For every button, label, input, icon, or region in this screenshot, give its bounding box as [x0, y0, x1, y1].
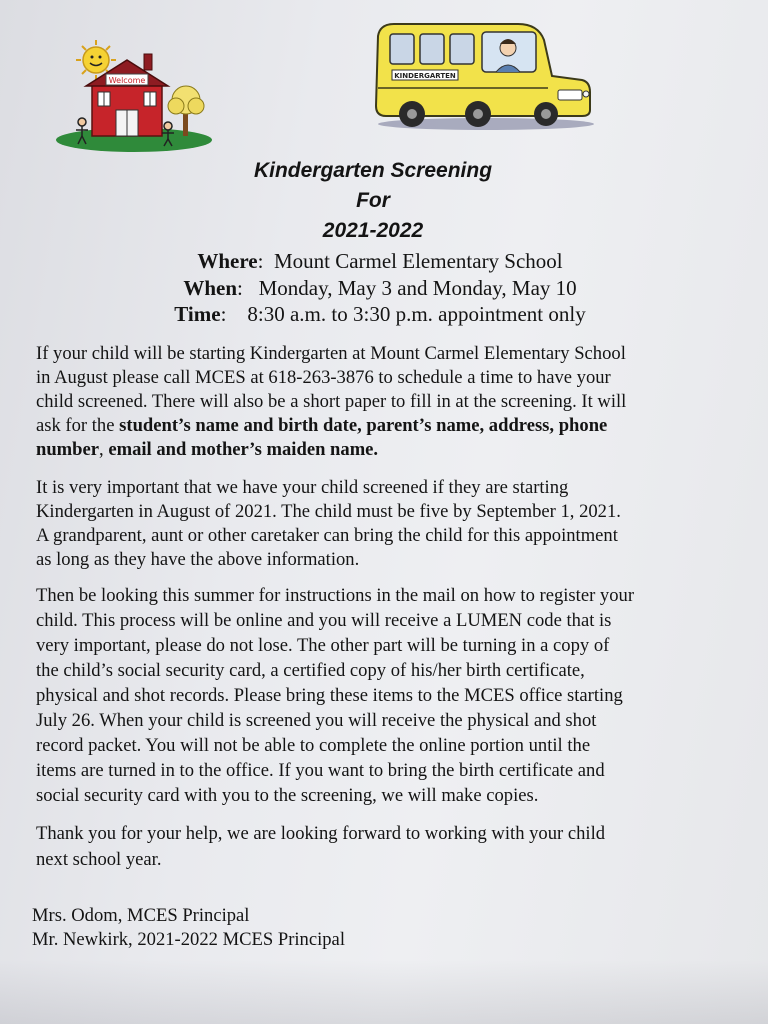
- paragraph-3-line: record packet. You will not be able to complete the online portion until the: [36, 735, 591, 756]
- paragraph-2-line: It is very important that we have your child screened if they are starting: [36, 477, 569, 498]
- paragraph-3-line: physical and shot records. Please bring these items to the MCES office starting: [36, 685, 623, 706]
- paragraph-1-line: [36, 414, 607, 438]
- where-value: Mount Carmel Elementary School: [273, 249, 563, 273]
- welcome-sign: Welcome: [108, 76, 146, 85]
- paragraph-1-line: If your child will be starting Kindergarten at Mount Carmel Elementary School: [36, 343, 626, 364]
- where-label: Where: [197, 249, 258, 273]
- paragraph-3-line: July 26. When your child is screened you will receive the physical and shot: [36, 710, 597, 731]
- title-line-1: Kindergarten Screening: [253, 159, 493, 182]
- time-row: Time: 8:30 a.m. to 3:30 p.m. appointment only: [174, 302, 586, 326]
- title-line-2: For: [356, 189, 390, 212]
- paragraph-3-line: very important, please do not lose. The other part will be turning in a copy of: [36, 635, 610, 656]
- paragraph-3-line: Then be looking this summer for instructions in the mail on how to register your: [36, 585, 635, 606]
- kindergarten-bus-sign: KINDERGARTEN: [394, 72, 456, 80]
- signature-line-1: Mrs. Odom, MCES Principal: [32, 905, 250, 926]
- paragraph-3-line: the child’s social security card, a certified copy of his/her birth certificate,: [36, 660, 585, 681]
- paragraph-3-line: items are turned in to the office. If you want to bring the birth certificate and: [36, 760, 605, 781]
- paragraph-1-line: [36, 438, 378, 462]
- paper-shadow: [0, 960, 768, 1024]
- when-row: When: Monday, May 3 and Monday, May 10: [183, 276, 577, 300]
- paragraph-1-bold-text: student’s name and birth date, parent’s name, address, phone: [119, 415, 608, 436]
- when-label: When: [183, 276, 237, 300]
- paragraph-3-line: child. This process will be online and you will receive a LUMEN code that is: [36, 610, 612, 631]
- paragraph-1-line: child screened. There will also be a short paper to fill in at the screening. It will: [36, 391, 627, 412]
- when-value: Monday, May 3 and Monday, May 10: [258, 276, 577, 300]
- signature-line-2: Mr. Newkirk, 2021-2022 MCES Principal: [32, 929, 345, 950]
- paragraph-2-line: A grandparent, aunt or other caretaker can bring the child for this appointment: [36, 525, 618, 546]
- paragraph-1-bold-text: email and mother’s maiden name.: [108, 439, 379, 460]
- paragraph-1-text: ask for the: [36, 415, 120, 436]
- paragraph-1-line: in August please call MCES at 618-263-3876 to schedule a time to have your: [36, 367, 611, 388]
- school-bus-clipart: [368, 20, 596, 132]
- paragraph-4-line: next school year.: [36, 849, 162, 870]
- paragraph-2-line: Kindergarten in August of 2021. The child must be five by September 1, 2021.: [36, 501, 621, 522]
- paragraph-4-line: Thank you for your help, we are looking forward to working with your child: [36, 823, 606, 844]
- tree-icon: [168, 86, 204, 136]
- time-value: 8:30 a.m. to 3:30 p.m. appointment only: [247, 302, 586, 326]
- paragraph-3-line: social security card with you to the screening, we will make copies.: [36, 785, 539, 806]
- time-label: Time: [174, 302, 221, 326]
- paragraph-1-bold-text: number: [36, 439, 100, 460]
- title-line-3: 2021-2022: [322, 219, 424, 242]
- paragraph-1-text: ,: [99, 439, 109, 460]
- paragraph-2-line: as long as they have the above information.: [36, 549, 360, 570]
- schoolhouse-clipart: [52, 36, 218, 158]
- where-row: Where: Mount Carmel Elementary School: [197, 249, 563, 273]
